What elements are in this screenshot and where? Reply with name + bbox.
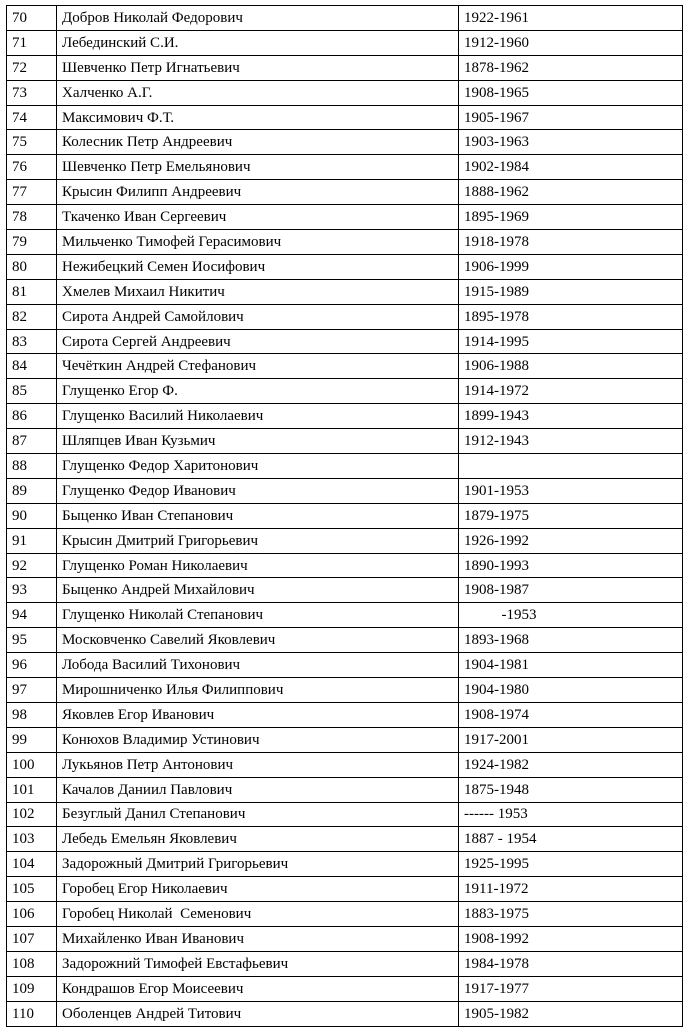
table-row xyxy=(7,926,683,951)
row-number: 80 xyxy=(7,254,57,279)
table-row xyxy=(7,155,683,180)
person-name: Лебедь Емельян Яковлевич xyxy=(57,827,459,852)
person-name: Крысин Филипп Андреевич xyxy=(57,180,459,205)
life-years: 1911-1972 xyxy=(459,877,683,902)
person-name: Лобода Василий Тихонович xyxy=(57,653,459,678)
person-name: Ткаченко Иван Сергеевич xyxy=(57,205,459,230)
life-years: 1908-1974 xyxy=(459,702,683,727)
table-row xyxy=(7,180,683,205)
table-row xyxy=(7,230,683,255)
table-row xyxy=(7,877,683,902)
row-number: 98 xyxy=(7,702,57,727)
table-row xyxy=(7,6,683,31)
table-row xyxy=(7,553,683,578)
table-row xyxy=(7,254,683,279)
life-years: 1912-1943 xyxy=(459,429,683,454)
table-row xyxy=(7,130,683,155)
row-number: 85 xyxy=(7,379,57,404)
roster-body xyxy=(7,6,683,1027)
life-years: 1888-1962 xyxy=(459,180,683,205)
table-row xyxy=(7,951,683,976)
table-row xyxy=(7,429,683,454)
table-row xyxy=(7,678,683,703)
table-row xyxy=(7,852,683,877)
person-name: Нежибецкий Семен Иосифович xyxy=(57,254,459,279)
row-number: 70 xyxy=(7,6,57,31)
person-name: Яковлев Егор Иванович xyxy=(57,702,459,727)
person-name: Лебединский С.И. xyxy=(57,30,459,55)
table-row xyxy=(7,379,683,404)
row-number: 86 xyxy=(7,404,57,429)
life-years: 1899-1943 xyxy=(459,404,683,429)
person-name: Добров Николай Федорович xyxy=(57,6,459,31)
table-row xyxy=(7,354,683,379)
row-number: 84 xyxy=(7,354,57,379)
row-number: 100 xyxy=(7,752,57,777)
person-name: Горобец Николай Семенович xyxy=(57,902,459,927)
row-number: 93 xyxy=(7,578,57,603)
table-row xyxy=(7,653,683,678)
row-number: 109 xyxy=(7,976,57,1001)
table-row xyxy=(7,304,683,329)
row-number: 104 xyxy=(7,852,57,877)
table-row xyxy=(7,777,683,802)
table-row xyxy=(7,727,683,752)
table-row xyxy=(7,80,683,105)
life-years: 1908-1965 xyxy=(459,80,683,105)
row-number: 110 xyxy=(7,1001,57,1026)
person-name: Быценко Иван Степанович xyxy=(57,503,459,528)
row-number: 107 xyxy=(7,926,57,951)
person-name: Лукьянов Петр Антонович xyxy=(57,752,459,777)
person-name: Сирота Сергей Андреевич xyxy=(57,329,459,354)
table-row xyxy=(7,105,683,130)
life-years: 1879-1975 xyxy=(459,503,683,528)
life-years: 1890-1993 xyxy=(459,553,683,578)
table-row xyxy=(7,702,683,727)
table-row xyxy=(7,802,683,827)
person-name: Колесник Петр Андреевич xyxy=(57,130,459,155)
row-number: 79 xyxy=(7,230,57,255)
row-number: 96 xyxy=(7,653,57,678)
person-name: Шевченко Петр Емельянович xyxy=(57,155,459,180)
life-years: 1926-1992 xyxy=(459,528,683,553)
person-name: Глущенко Егор Ф. xyxy=(57,379,459,404)
person-name: Задорожный Дмитрий Григорьевич xyxy=(57,852,459,877)
table-row xyxy=(7,55,683,80)
life-years: 1917-1977 xyxy=(459,976,683,1001)
life-years: 1904-1981 xyxy=(459,653,683,678)
table-row xyxy=(7,1001,683,1026)
row-number: 83 xyxy=(7,329,57,354)
person-name: Конюхов Владимир Устинович xyxy=(57,727,459,752)
row-number: 78 xyxy=(7,205,57,230)
life-years: 1908-1987 xyxy=(459,578,683,603)
row-number: 71 xyxy=(7,30,57,55)
table-row xyxy=(7,902,683,927)
person-name: Глущенко Роман Николаевич xyxy=(57,553,459,578)
row-number: 97 xyxy=(7,678,57,703)
person-name: Глущенко Николай Степанович xyxy=(57,603,459,628)
row-number: 72 xyxy=(7,55,57,80)
life-years: 1924-1982 xyxy=(459,752,683,777)
person-name: Московченко Савелий Яковлевич xyxy=(57,628,459,653)
person-name: Михайленко Иван Иванович xyxy=(57,926,459,951)
person-name: Задорожний Тимофей Евстафьевич xyxy=(57,951,459,976)
row-number: 99 xyxy=(7,727,57,752)
life-years: 1915-1989 xyxy=(459,279,683,304)
life-years: 1893-1968 xyxy=(459,628,683,653)
person-name: Кондрашов Егор Моисеевич xyxy=(57,976,459,1001)
table-row xyxy=(7,404,683,429)
life-years: 1895-1969 xyxy=(459,205,683,230)
table-row xyxy=(7,578,683,603)
table-row xyxy=(7,30,683,55)
row-number: 90 xyxy=(7,503,57,528)
life-years: 1912-1960 xyxy=(459,30,683,55)
person-name: Глущенко Василий Николаевич xyxy=(57,404,459,429)
row-number: 106 xyxy=(7,902,57,927)
life-years: 1917-2001 xyxy=(459,727,683,752)
table-row xyxy=(7,503,683,528)
row-number: 94 xyxy=(7,603,57,628)
life-years: 1906-1999 xyxy=(459,254,683,279)
row-number: 77 xyxy=(7,180,57,205)
row-number: 108 xyxy=(7,951,57,976)
person-name: Безуглый Данил Степанович xyxy=(57,802,459,827)
row-number: 87 xyxy=(7,429,57,454)
life-years: 1903-1963 xyxy=(459,130,683,155)
row-number: 91 xyxy=(7,528,57,553)
row-number: 75 xyxy=(7,130,57,155)
life-years: ------ 1953 xyxy=(459,802,683,827)
person-name: Глущенко Федор Харитонович xyxy=(57,454,459,479)
person-name: Шляпцев Иван Кузьмич xyxy=(57,429,459,454)
table-row xyxy=(7,329,683,354)
life-years: 1918-1978 xyxy=(459,230,683,255)
table-row xyxy=(7,827,683,852)
person-name: Быценко Андрей Михайлович xyxy=(57,578,459,603)
row-number: 88 xyxy=(7,454,57,479)
row-number: 89 xyxy=(7,478,57,503)
table-row xyxy=(7,603,683,628)
life-years: 1878-1962 xyxy=(459,55,683,80)
person-name: Шевченко Петр Игнатьевич xyxy=(57,55,459,80)
life-years: 1905-1967 xyxy=(459,105,683,130)
life-years: 1883-1975 xyxy=(459,902,683,927)
row-number: 82 xyxy=(7,304,57,329)
person-name: Качалов Даниил Павлович xyxy=(57,777,459,802)
row-number: 76 xyxy=(7,155,57,180)
life-years: 1906-1988 xyxy=(459,354,683,379)
life-years xyxy=(459,454,683,479)
person-name: Горобец Егор Николаевич xyxy=(57,877,459,902)
row-number: 81 xyxy=(7,279,57,304)
person-name: Чечёткин Андрей Стефанович xyxy=(57,354,459,379)
row-number: 103 xyxy=(7,827,57,852)
table-row xyxy=(7,976,683,1001)
table-row xyxy=(7,279,683,304)
person-name: Мирошниченко Илья Филиппович xyxy=(57,678,459,703)
life-years: 1908-1992 xyxy=(459,926,683,951)
roster-table xyxy=(6,5,683,1027)
life-years: 1925-1995 xyxy=(459,852,683,877)
person-name: Оболенцев Андрей Титович xyxy=(57,1001,459,1026)
table-row xyxy=(7,478,683,503)
life-years: 1914-1972 xyxy=(459,379,683,404)
row-number: 102 xyxy=(7,802,57,827)
person-name: Максимович Ф.Т. xyxy=(57,105,459,130)
row-number: 105 xyxy=(7,877,57,902)
table-row xyxy=(7,752,683,777)
life-years: 1922-1961 xyxy=(459,6,683,31)
row-number: 73 xyxy=(7,80,57,105)
life-years: 1984-1978 xyxy=(459,951,683,976)
life-years: 1895-1978 xyxy=(459,304,683,329)
table-row xyxy=(7,628,683,653)
life-years: -1953 xyxy=(459,603,683,628)
table-row xyxy=(7,454,683,479)
table-row xyxy=(7,528,683,553)
person-name: Крысин Дмитрий Григорьевич xyxy=(57,528,459,553)
life-years: 1914-1995 xyxy=(459,329,683,354)
row-number: 95 xyxy=(7,628,57,653)
person-name: Мильченко Тимофей Герасимович xyxy=(57,230,459,255)
life-years: 1902-1984 xyxy=(459,155,683,180)
person-name: Глущенко Федор Иванович xyxy=(57,478,459,503)
person-name: Сирота Андрей Самойлович xyxy=(57,304,459,329)
row-number: 101 xyxy=(7,777,57,802)
life-years: 1875-1948 xyxy=(459,777,683,802)
life-years: 1904-1980 xyxy=(459,678,683,703)
life-years: 1905-1982 xyxy=(459,1001,683,1026)
person-name: Хмелев Михаил Никитич xyxy=(57,279,459,304)
person-name: Халченко А.Г. xyxy=(57,80,459,105)
life-years: 1901-1953 xyxy=(459,478,683,503)
table-row xyxy=(7,205,683,230)
life-years: 1887 - 1954 xyxy=(459,827,683,852)
row-number: 74 xyxy=(7,105,57,130)
row-number: 92 xyxy=(7,553,57,578)
